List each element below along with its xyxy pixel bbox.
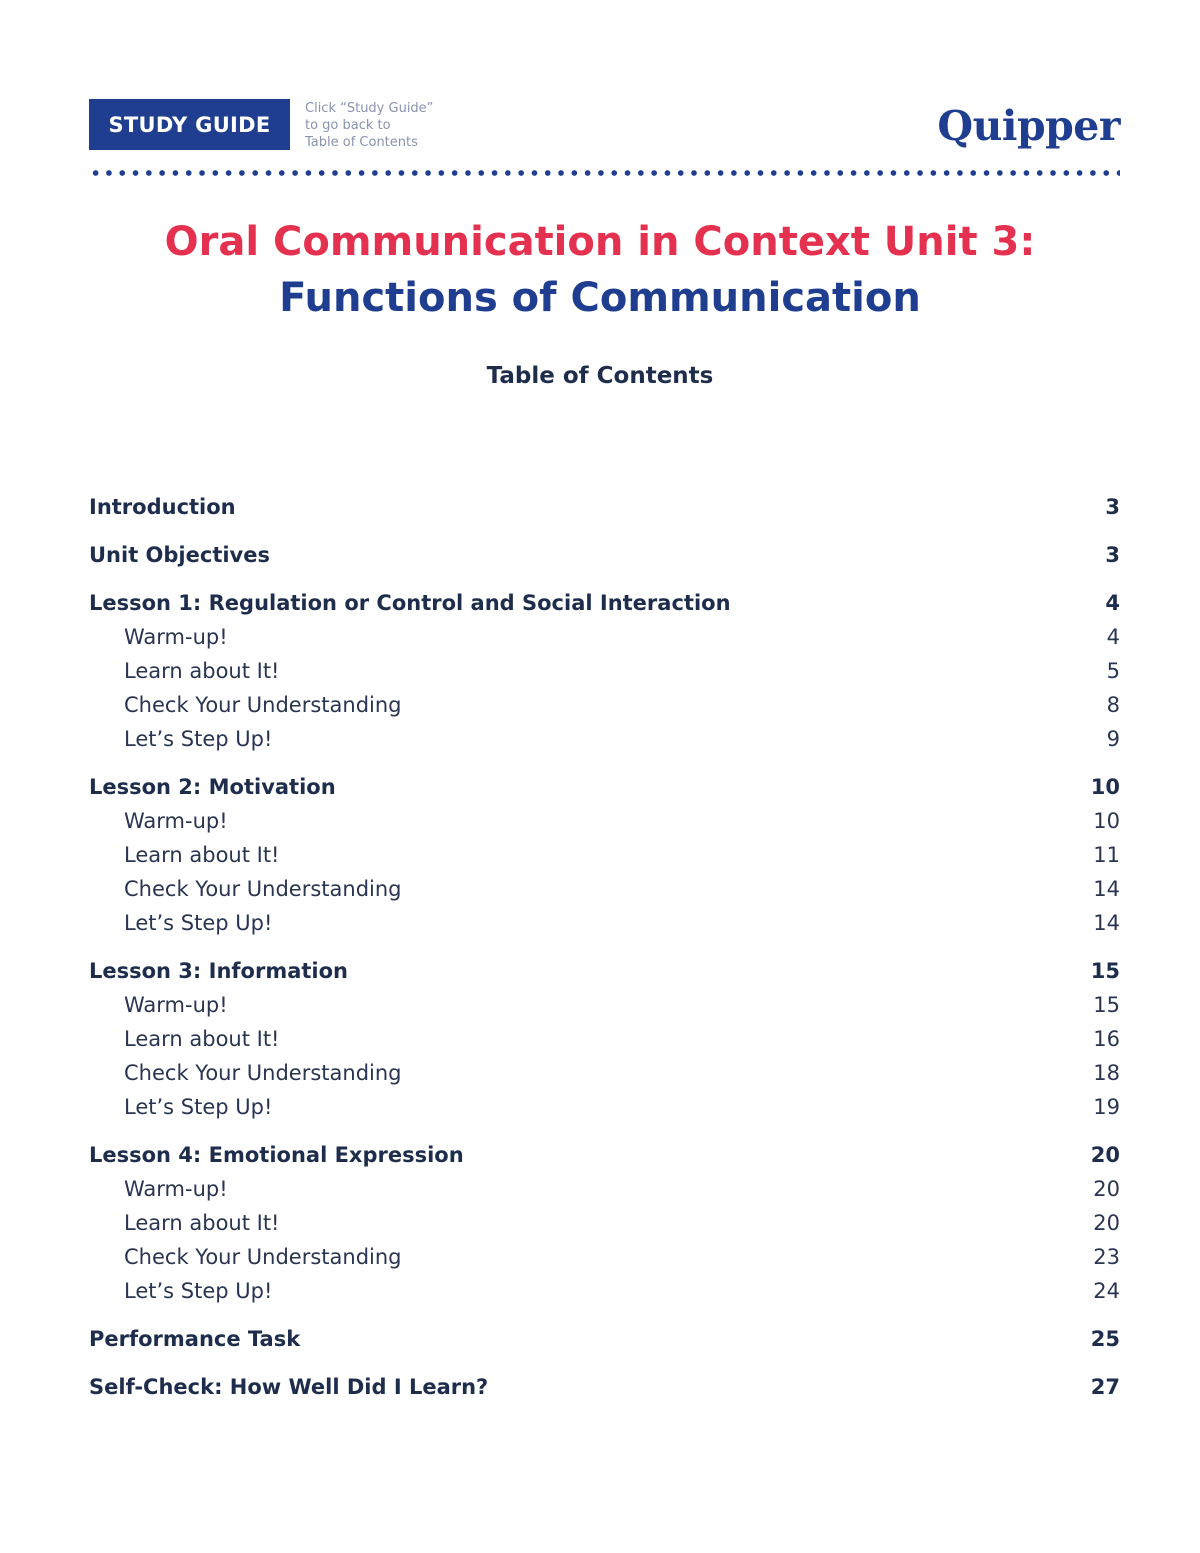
study-guide-button[interactable]: STUDY GUIDE — [89, 99, 290, 150]
hint-line: Click “Study Guide” — [305, 101, 434, 116]
toc-subentry-page: 10 — [1093, 809, 1120, 833]
toc-subentry-label: Let’s Step Up! — [124, 727, 273, 751]
toc-subentry-page: 23 — [1093, 1245, 1120, 1269]
toc-subentry-label: Check Your Understanding — [124, 1245, 402, 1269]
toc-entry-label: Introduction — [89, 495, 236, 519]
table-of-contents — [89, 490, 1120, 1404]
toc-subentry-page: 14 — [1093, 877, 1120, 901]
toc-subentry-label: Let’s Step Up! — [124, 911, 273, 935]
toc-subentry[interactable] — [89, 872, 1120, 906]
toc-entry[interactable] — [89, 770, 1120, 804]
dotted-divider — [89, 169, 1120, 177]
hint-line: to go back to — [305, 118, 391, 133]
toc-entry[interactable] — [89, 1370, 1120, 1404]
toc-subentry[interactable] — [89, 804, 1120, 838]
toc-entry-page: 20 — [1090, 1143, 1120, 1167]
toc-entry-page: 15 — [1090, 959, 1120, 983]
toc-entry[interactable] — [89, 954, 1120, 988]
toc-subentry-label: Learn about It! — [124, 1027, 280, 1051]
toc-subentry-label: Let’s Step Up! — [124, 1279, 273, 1303]
toc-subentry[interactable] — [89, 838, 1120, 872]
toc-subentry-page: 20 — [1093, 1211, 1120, 1235]
toc-subentry[interactable] — [89, 1172, 1120, 1206]
toc-entry-label: Unit Objectives — [89, 543, 270, 567]
toc-entry-page: 3 — [1105, 543, 1120, 567]
toc-subentry-page: 24 — [1093, 1279, 1120, 1303]
toc-subentry-label: Check Your Understanding — [124, 877, 402, 901]
title-line-1: Oral Communication in Context Unit 3: — [164, 219, 1036, 265]
toc-subentry[interactable] — [89, 988, 1120, 1022]
title-line-2: Functions of Communication — [279, 275, 921, 321]
toc-subentry-page: 20 — [1093, 1177, 1120, 1201]
toc-subentry-label: Warm-up! — [124, 809, 228, 833]
toc-subentry-page: 8 — [1106, 693, 1120, 717]
toc-entry[interactable] — [89, 1322, 1120, 1356]
toc-entry-page: 4 — [1105, 591, 1120, 615]
toc-subentry-page: 4 — [1106, 625, 1120, 649]
toc-entry-page: 25 — [1090, 1327, 1120, 1351]
toc-subentry[interactable] — [89, 654, 1120, 688]
toc-subentry-page: 11 — [1093, 843, 1120, 867]
toc-subentry[interactable] — [89, 1090, 1120, 1124]
toc-subentry[interactable] — [89, 1274, 1120, 1308]
toc-entry-label: Lesson 2: Motivation — [89, 775, 336, 799]
toc-entry[interactable] — [89, 490, 1120, 524]
toc-subentry[interactable] — [89, 1206, 1120, 1240]
toc-subentry-page: 18 — [1093, 1061, 1120, 1085]
toc-subentry[interactable] — [89, 1056, 1120, 1090]
hint-line: Table of Contents — [305, 135, 418, 150]
toc-entry-page: 27 — [1090, 1375, 1120, 1399]
toc-subentry-label: Warm-up! — [124, 993, 228, 1017]
toc-subentry-page: 15 — [1093, 993, 1120, 1017]
toc-subentry[interactable] — [89, 906, 1120, 940]
toc-subentry-label: Let’s Step Up! — [124, 1095, 273, 1119]
toc-subentry-page: 9 — [1106, 727, 1120, 751]
toc-subentry-label: Learn about It! — [124, 1211, 280, 1235]
toc-subentry[interactable] — [89, 688, 1120, 722]
toc-subentry[interactable] — [89, 1240, 1120, 1274]
toc-subentry[interactable] — [89, 620, 1120, 654]
toc-subentry-page: 14 — [1093, 911, 1120, 935]
toc-entry[interactable] — [89, 586, 1120, 620]
toc-heading: Table of Contents — [486, 363, 714, 389]
toc-entry-label: Lesson 1: Regulation or Control and Social Interaction — [89, 591, 731, 615]
toc-entry-label: Performance Task — [89, 1327, 301, 1351]
toc-subentry-label: Check Your Understanding — [124, 693, 402, 717]
toc-subentry-page: 16 — [1093, 1027, 1120, 1051]
toc-entry[interactable] — [89, 538, 1120, 572]
page-title — [0, 214, 1200, 326]
study-guide-hint — [305, 100, 433, 151]
toc-subentry-page: 19 — [1093, 1095, 1120, 1119]
page-header — [89, 99, 1120, 151]
toc-entry[interactable] — [89, 1138, 1120, 1172]
toc-subentry-page: 5 — [1106, 659, 1120, 683]
toc-subentry-label: Warm-up! — [124, 625, 228, 649]
toc-entry-label: Lesson 3: Information — [89, 959, 348, 983]
quipper-logo: Quipper — [937, 102, 1120, 150]
toc-subentry-label: Learn about It! — [124, 659, 280, 683]
toc-subentry-label: Check Your Understanding — [124, 1061, 402, 1085]
toc-subentry-label: Learn about It! — [124, 843, 280, 867]
toc-subentry-label: Warm-up! — [124, 1177, 228, 1201]
toc-entry-label: Lesson 4: Emotional Expression — [89, 1143, 464, 1167]
toc-entry-page: 10 — [1090, 775, 1120, 799]
toc-entry-label: Self-Check: How Well Did I Learn? — [89, 1375, 489, 1399]
toc-subentry[interactable] — [89, 722, 1120, 756]
toc-subentry[interactable] — [89, 1022, 1120, 1056]
toc-entry-page: 3 — [1105, 495, 1120, 519]
